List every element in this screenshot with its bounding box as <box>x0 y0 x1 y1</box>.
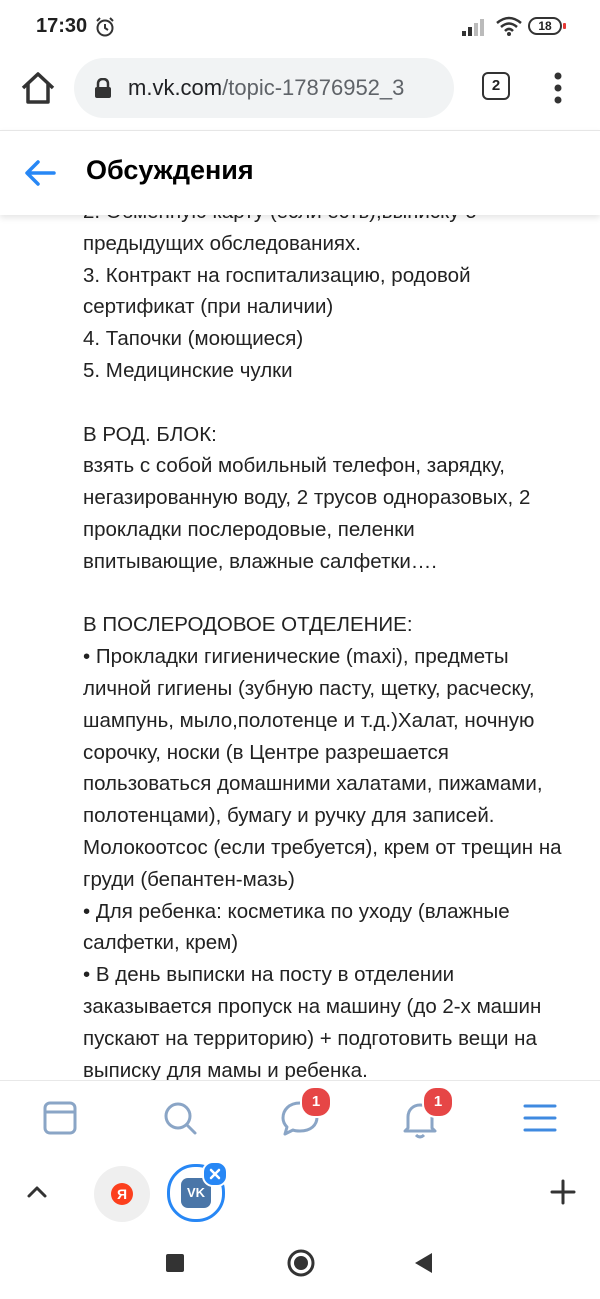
close-tab-button[interactable] <box>202 1161 228 1187</box>
alarm-icon <box>94 16 116 38</box>
home-icon[interactable] <box>18 68 58 108</box>
post-line: 4. Тапочки (моющиеся) <box>83 327 304 351</box>
more-vert-icon[interactable] <box>548 68 568 108</box>
post-line: В ПОСЛЕРОДОВОЕ ОТДЕЛЕНИЕ: <box>83 613 413 637</box>
nav-menu[interactable] <box>510 1095 570 1143</box>
post-line: выписку для мамы и ребенка. <box>83 1058 368 1080</box>
post-line: груди (бепантен-мазь) <box>83 867 295 891</box>
system-navigation <box>0 1228 600 1299</box>
browser-toolbar <box>0 54 600 130</box>
url-text <box>128 75 446 101</box>
post-text <box>83 196 591 1080</box>
topic-post <box>0 196 600 1080</box>
system-back-button[interactable] <box>412 1251 434 1275</box>
address-bar[interactable] <box>74 58 454 118</box>
post-line: 3. Контракт на госпитализацию, родовой <box>83 263 471 287</box>
post-line: заказывается пропуск на машину (до 2-х машин <box>83 994 542 1018</box>
post-line: негазированную воду, 2 трусов одноразовых, 2 <box>83 486 531 510</box>
wifi-icon <box>496 16 522 36</box>
browser-tab-strip <box>0 1156 600 1229</box>
post-line: прокладки послеродовые, пеленки <box>83 517 415 541</box>
paragraph-gap <box>83 387 591 419</box>
hamburger-menu-icon <box>510 1095 570 1143</box>
close-icon <box>204 1163 226 1185</box>
post-line: личной гигиены (зубную пасту, щетку, расческу, <box>83 676 535 700</box>
signal-icon <box>462 18 486 36</box>
nav-notifications[interactable] <box>390 1095 450 1143</box>
post-line: предыдущих обследованиях. <box>83 231 361 255</box>
post-line: Молокоотсос (если требуется), крем от трещин на <box>83 835 562 859</box>
arrow-left-icon[interactable] <box>20 155 60 191</box>
plus-icon[interactable] <box>548 1177 578 1207</box>
post-line: сорочку, носки (в Центре разрешается <box>83 740 449 764</box>
battery-icon: 18 <box>528 17 562 35</box>
url-host: m.vk.com <box>128 75 223 100</box>
yandex-logo: Я <box>111 1183 133 1205</box>
post-line: шампунь, мыло,полотенце и т.д.)Халат, ночную <box>83 708 535 732</box>
nav-news[interactable] <box>30 1095 90 1143</box>
chevron-up-icon[interactable] <box>24 1179 50 1205</box>
yandex-tab[interactable] <box>94 1166 150 1222</box>
page-title: Обсуждения <box>86 155 254 185</box>
post-line: • Для ребенка: косметика по уходу (влажные <box>83 899 510 923</box>
notifications-badge: 1 <box>422 1086 454 1118</box>
post-line: взять с собой мобильный телефон, зарядку, <box>83 454 505 478</box>
lock-icon <box>94 78 112 98</box>
status-time: 17:30 <box>36 15 88 37</box>
post-line: 5. Медицинские чулки <box>83 358 293 382</box>
post-line: полотенцами), бумагу и ручку для записей. <box>83 804 495 828</box>
nav-messages[interactable] <box>270 1095 330 1143</box>
search-icon <box>150 1095 210 1143</box>
bottom-navigation <box>0 1080 600 1157</box>
post-line: • Прокладки гигиенические (maxi), предметы <box>83 645 509 669</box>
paragraph-gap <box>83 578 591 610</box>
messages-badge: 1 <box>300 1086 332 1118</box>
post-line: салфетки, крем) <box>83 931 239 955</box>
post-line: впитывающие, влажные салфетки…. <box>83 549 437 573</box>
page-header <box>0 130 600 215</box>
status-bar <box>0 0 600 54</box>
post-line: пользоваться домашними халатами, пижамами, <box>83 772 543 796</box>
post-line: сертификат (при наличии) <box>83 295 334 319</box>
url-path: /topic-17876952_3 <box>222 75 405 100</box>
post-line: пускают на территорию) + подготовить вещи на <box>83 1026 537 1050</box>
recents-button[interactable] <box>166 1254 184 1272</box>
feed-icon <box>30 1095 90 1143</box>
post-line: • В день выписки на посту в отделении <box>83 963 455 987</box>
tab-switcher-button[interactable]: 2 <box>482 72 510 100</box>
system-home-button[interactable] <box>286 1248 316 1278</box>
vk-logo: VK <box>181 1178 211 1208</box>
post-line: В РОД. БЛОК: <box>83 422 217 446</box>
nav-search[interactable] <box>150 1095 210 1143</box>
